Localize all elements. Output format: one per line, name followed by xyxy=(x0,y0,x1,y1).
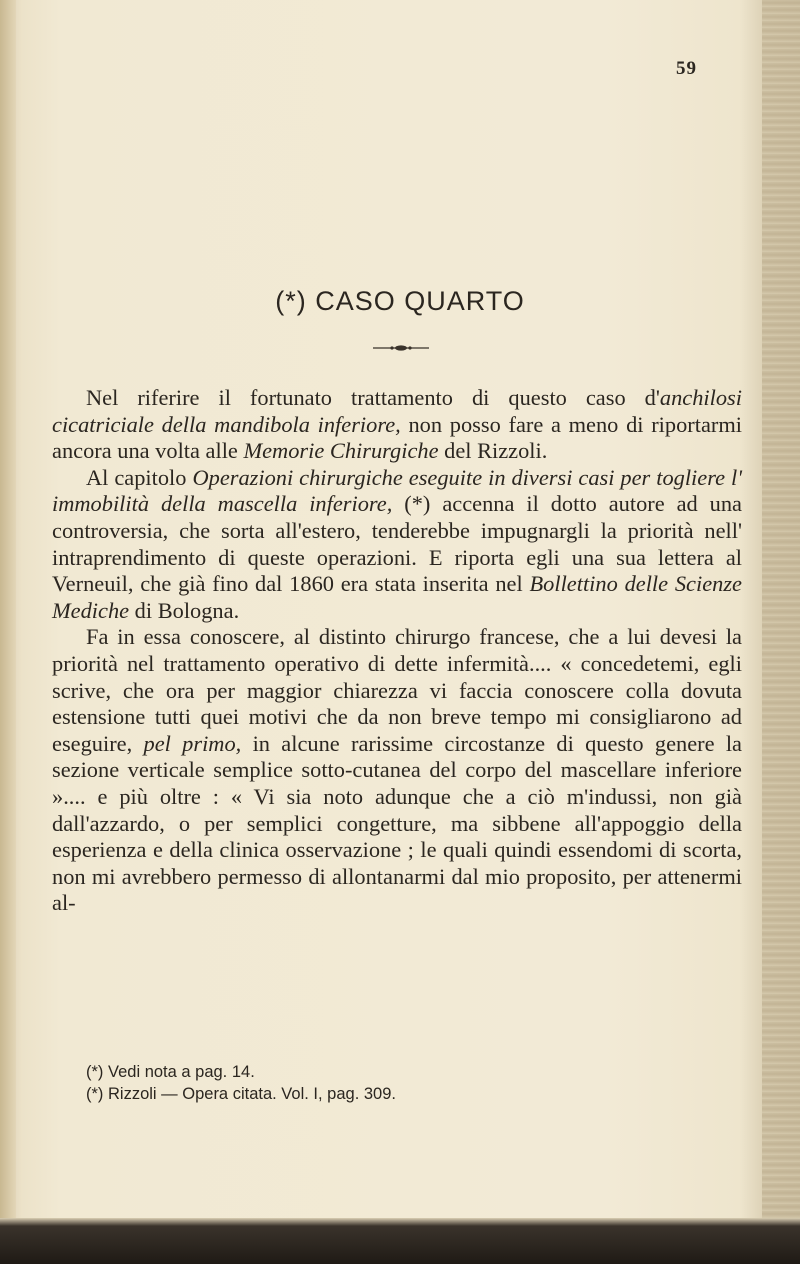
paragraph xyxy=(52,465,742,625)
text-run: in alcune rarissime circostanze di questo genere la sezione verticale semplice sotto-cutanea del corpo del mascellare inferiore ».... e più oltre : « Vi sia noto adunque che a ciò m'indussi, non già dall'azzardo, o per semplici congetture, ma sibbene all'appoggio della esperienza e della clinica osservazione ; le quali quindi essendomi di scorta, non mi avrebbero permesso di allontanarmi dal mio proposito, per attenermi al- xyxy=(52,730,742,916)
text-run: (*) accenna il dotto autore ad una controversia, che sorta all'estero, tenderebbe impugnargli la priorità nell' intraprendimento di queste operazioni. E riporta egli una sua lettera al Verneuil, che già fino dal 1860 era stata inserita nel xyxy=(52,491,742,597)
section-title: (*) CASO QUARTO xyxy=(275,286,525,316)
italic-text: Operazioni chirurgiche eseguite in diversi casi per togliere l' immobilità della mascella inferiore, xyxy=(52,464,743,517)
paragraph xyxy=(52,385,742,465)
body-text xyxy=(52,385,742,917)
footnotes xyxy=(86,1061,736,1105)
paragraph xyxy=(52,624,742,917)
italic-text: Memorie Chirurgiche xyxy=(243,438,439,464)
text-run: Al capitolo xyxy=(86,464,193,490)
italic-text: pel primo, xyxy=(143,730,242,756)
italic-text: Bollettino delle Scienze Mediche xyxy=(52,571,742,623)
text-run: Fa in essa conoscere, al distinto chirurgo francese, che a lui devesi la priorità nel trattamento operativo di dette infermità.... « concedetemi, egli scrive, che ora per maggior chiarezza vi faccia conoscere colla dovuta estensione tutti quei motivi che da non breve tempo mi consigliarono ad eseguire, xyxy=(52,624,742,756)
text-run: di Bologna. xyxy=(129,597,240,623)
scan-bottom-edge xyxy=(0,1218,800,1264)
text-run: non posso fare a meno di riportarmi ancora una volta alle xyxy=(52,411,742,464)
footnote: (*) Rizzoli — Opera citata. Vol. I, pag. 309. xyxy=(86,1085,396,1103)
ornamental-rule xyxy=(373,341,429,355)
page-left-edge xyxy=(0,0,16,1264)
page-right-edge xyxy=(762,0,800,1264)
page-number: 59 xyxy=(676,58,697,79)
footnote: (*) Vedi nota a pag. 14. xyxy=(86,1063,255,1081)
text-run: del Rizzoli. xyxy=(438,438,548,464)
italic-text: anchilosi cicatriciale della mandibola inferiore, xyxy=(52,385,742,437)
text-run: Nel riferire il fortunato trattamento di questo caso d' xyxy=(86,385,660,410)
